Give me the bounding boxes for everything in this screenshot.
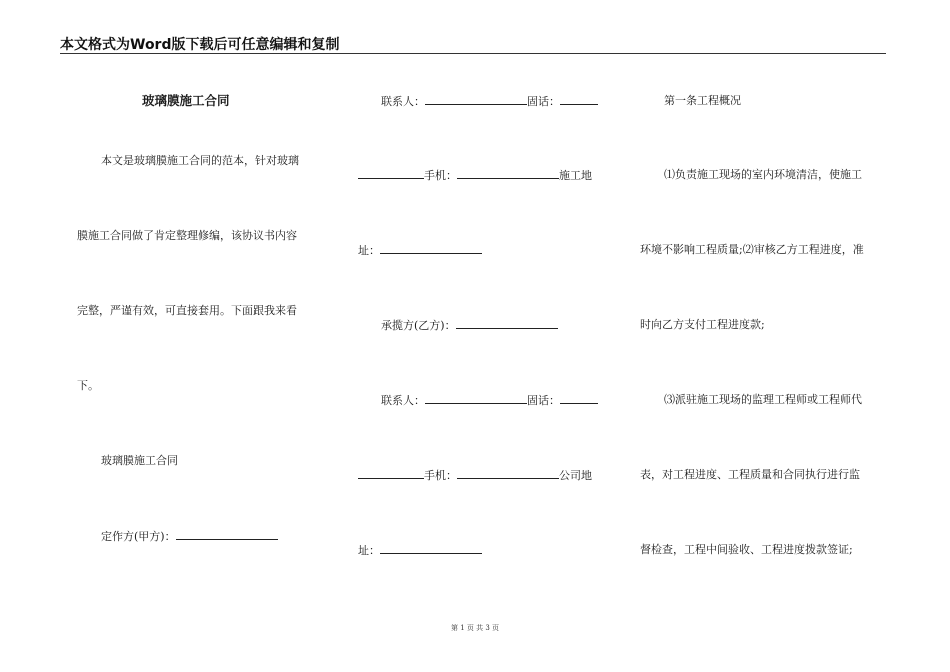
article-line-6: 督检查，工程中间验收、工程进度拨款签证; bbox=[640, 543, 853, 556]
party-a-label: 定作方(甲方)： bbox=[101, 530, 176, 543]
article-1-heading: 第一条工程概况 bbox=[664, 94, 741, 107]
phone-label-1: 固话： bbox=[527, 95, 560, 108]
contact-row-2 bbox=[381, 393, 598, 408]
contact-label-2: 联系人： bbox=[381, 394, 425, 407]
party-b-field bbox=[381, 318, 558, 333]
phone-blank-2 bbox=[560, 393, 598, 404]
intro-line-1: 本文是玻璃膜施工合同的范本，针对玻璃 bbox=[101, 154, 299, 167]
header-divider bbox=[60, 53, 886, 54]
site-address-blank bbox=[380, 243, 482, 254]
party-a-blank bbox=[176, 529, 278, 540]
contact-label-1: 联系人： bbox=[381, 95, 425, 108]
phone-blank-1 bbox=[560, 94, 598, 105]
article-line-5: 表，对工程进度、工程质量和合同执行进行监 bbox=[640, 468, 860, 481]
company-address-label-cont: 址： bbox=[358, 544, 380, 557]
intro-line-3: 完整，严谨有效，可直接套用。下面跟我来看 bbox=[77, 304, 297, 317]
site-address-row bbox=[358, 243, 482, 258]
mobile-label-1: 手机： bbox=[424, 169, 457, 182]
company-address-row bbox=[358, 543, 482, 558]
contract-subtitle: 玻璃膜施工合同 bbox=[101, 454, 178, 467]
contact-blank-2 bbox=[425, 393, 527, 404]
party-b-label: 承揽方(乙方)： bbox=[381, 319, 456, 332]
mobile-row-1 bbox=[358, 168, 592, 183]
intro-line-2: 膜施工合同做了肯定整理修编，该协议书内容 bbox=[77, 229, 297, 242]
mobile-pre-blank-1 bbox=[358, 168, 424, 179]
header-title: 本文格式为Word版下载后可任意编辑和复制 bbox=[60, 37, 340, 53]
party-b-blank bbox=[456, 318, 558, 329]
mobile-label-2: 手机： bbox=[424, 469, 457, 482]
mobile-blank-2 bbox=[457, 468, 559, 479]
company-address-label: 公司地 bbox=[559, 469, 592, 482]
document-title: 玻璃膜施工合同 bbox=[142, 93, 230, 108]
contact-blank-1 bbox=[425, 94, 527, 105]
contact-row-1 bbox=[381, 94, 598, 109]
mobile-row-2 bbox=[358, 468, 592, 483]
phone-label-2: 固话： bbox=[527, 394, 560, 407]
mobile-pre-blank-2 bbox=[358, 468, 424, 479]
party-a-field bbox=[101, 529, 278, 544]
intro-line-4: 下。 bbox=[77, 379, 99, 392]
site-address-label-cont: 址： bbox=[358, 244, 380, 257]
article-line-4: ⑶派驻施工现场的监理工程师或工程师代 bbox=[664, 393, 862, 406]
site-address-label: 施工地 bbox=[559, 169, 592, 182]
article-line-2: 环境不影响工程质量;⑵审核乙方工程进度，准 bbox=[640, 243, 864, 256]
article-line-1: ⑴负责施工现场的室内环境清洁，使施工 bbox=[664, 168, 862, 181]
company-address-blank bbox=[380, 543, 482, 554]
mobile-blank-1 bbox=[457, 168, 559, 179]
page-number: 第 1 页 共 3 页 bbox=[450, 624, 500, 632]
article-line-3: 时向乙方支付工程进度款; bbox=[640, 318, 765, 331]
